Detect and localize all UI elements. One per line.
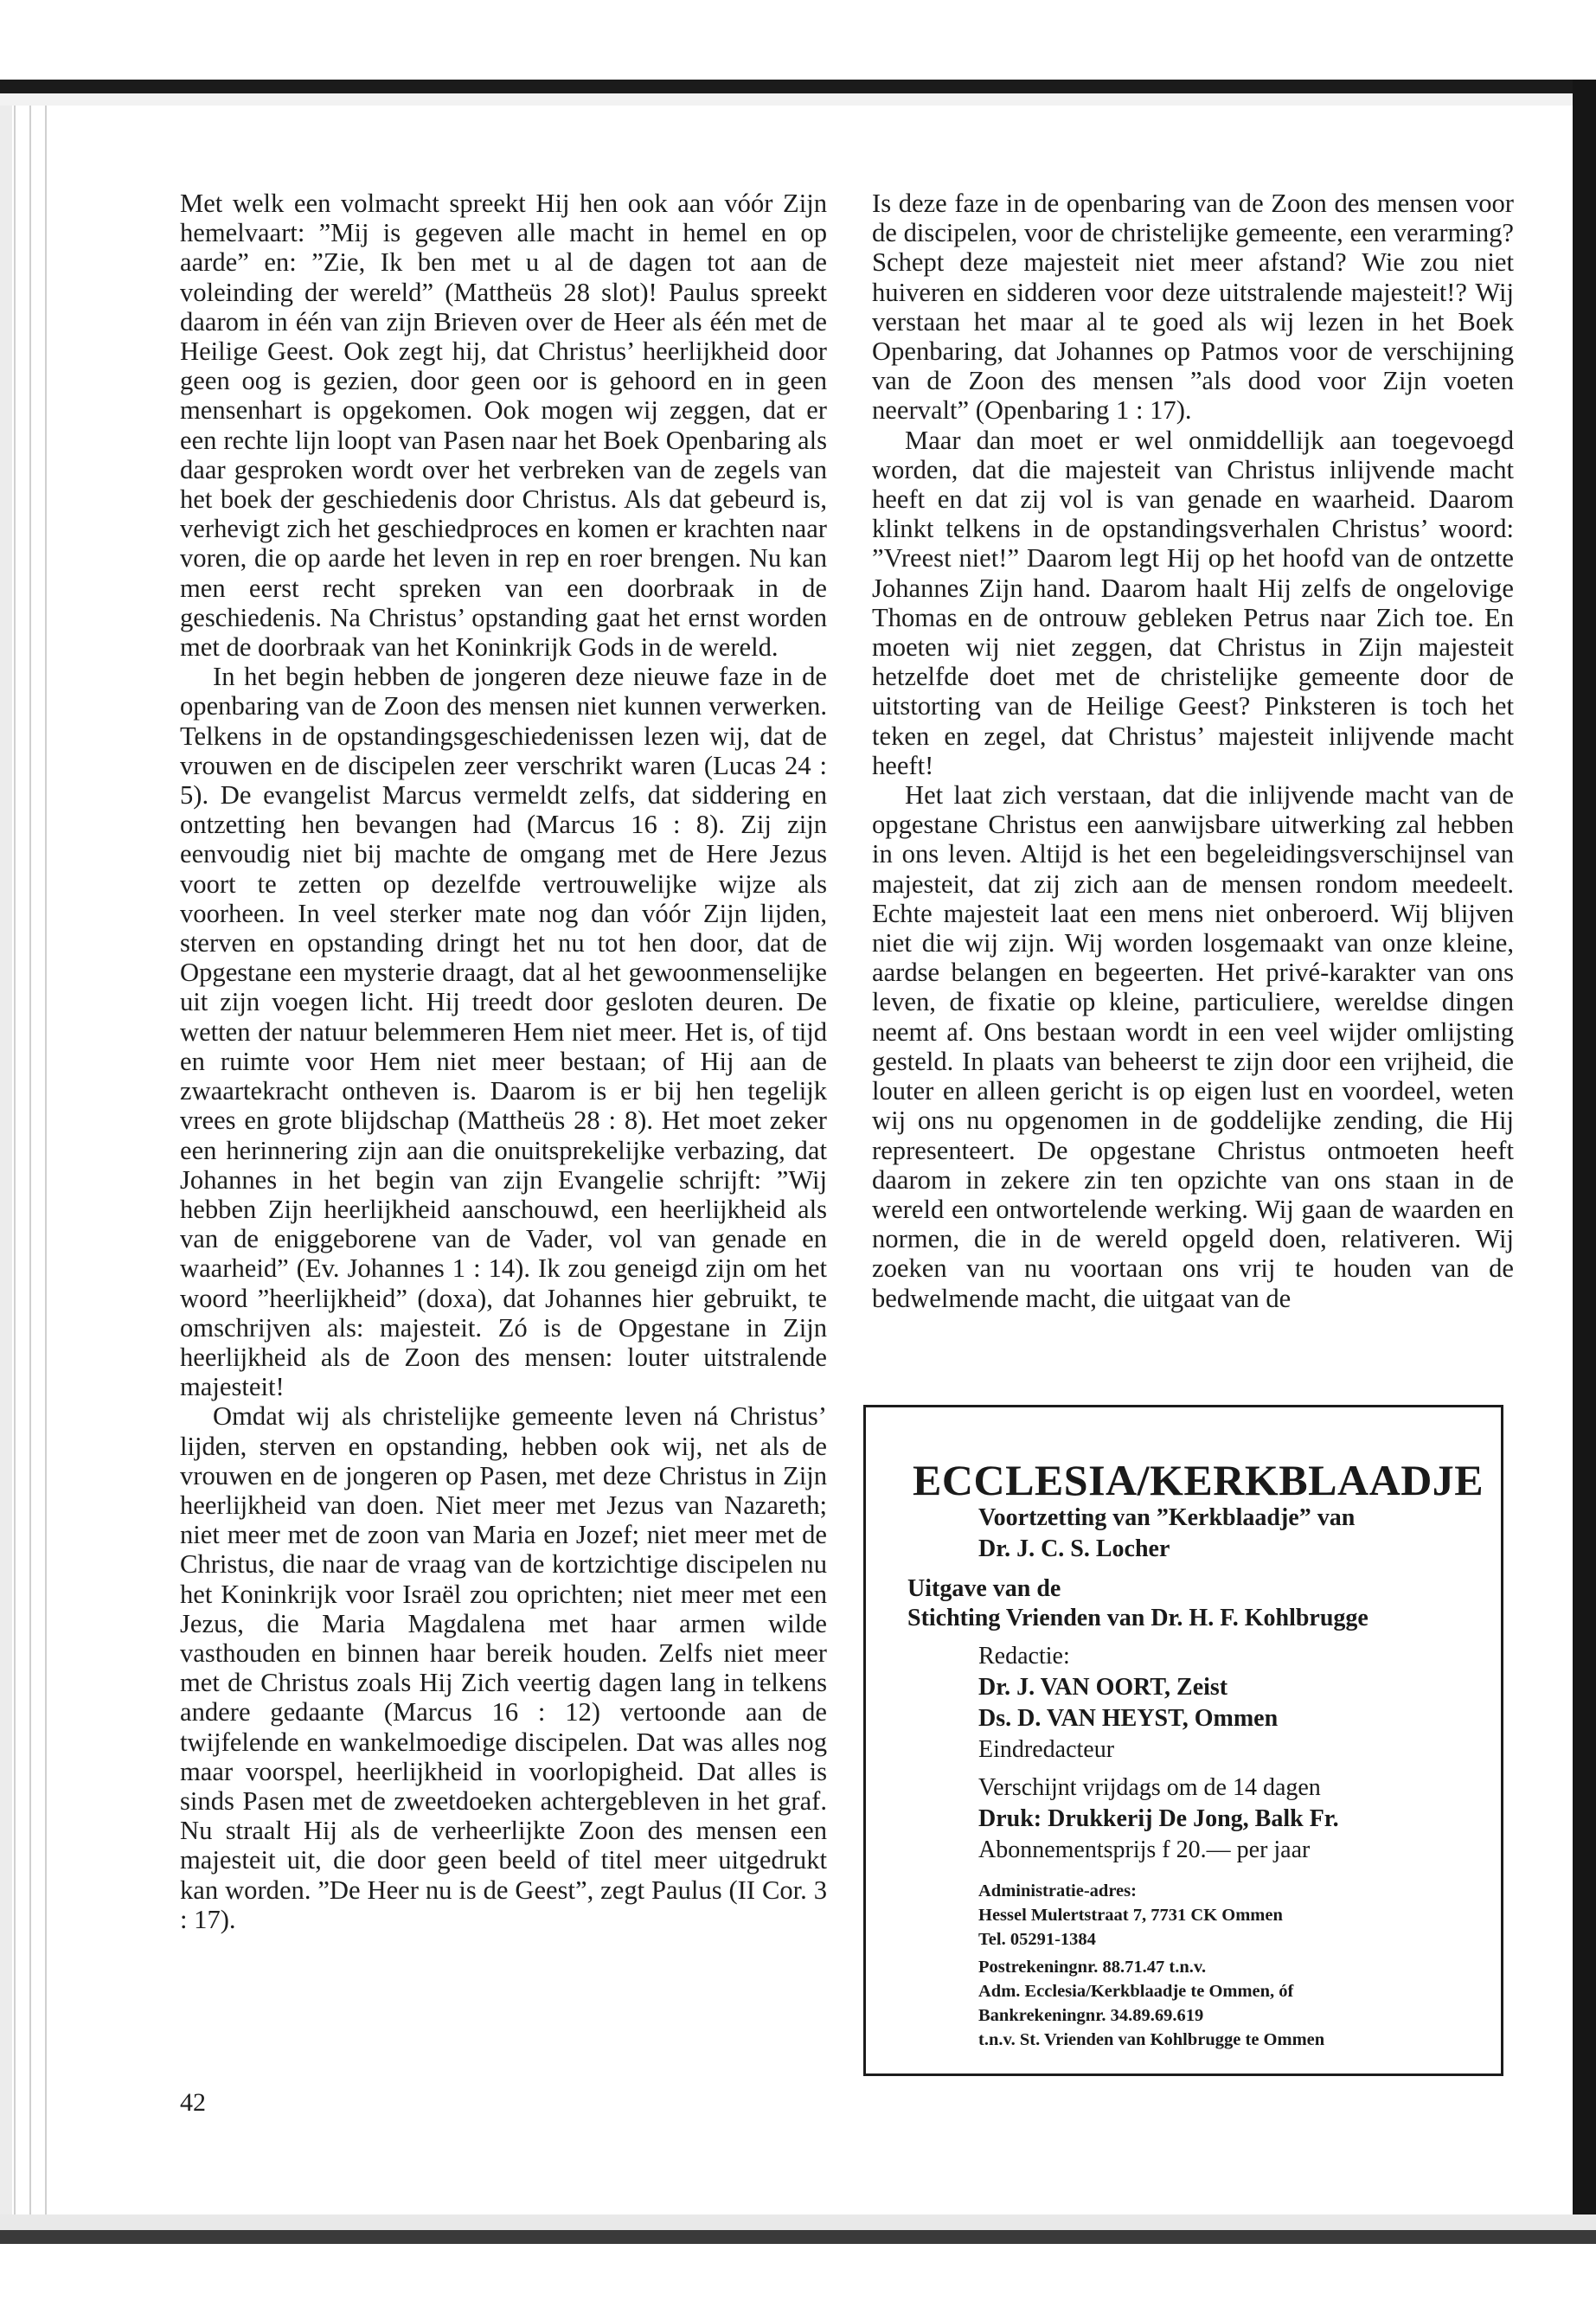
paragraph: Maar dan moet er wel onmiddellijk aan toegevoegd worden, dat die majesteit van Christus inlijvende macht heeft en dat zij vol is van genade en waarheid. Daarom klinkt telkens in de opstandingsverhalen Christus’ woord: ”Vreest niet!” Daarom legt Hij op het hoofd van de ontzette Johannes Zijn hand. Daarom haalt Hij zelfs de ongelovige Thomas en de ontrouw gebleken Petrus naar Zich toe. En moeten wij niet zeggen, dat Christus in Zijn majesteit hetzelfde doet met de christelijke gemeente door de uitstorting van de Heilige Geest? Pinksteren is toch het teken en zegel, dat Christus’ majesteit inlijvende macht heeft! xyxy=(872,425,1514,780)
paragraph: Met welk een volmacht spreekt Hij hen ook aan vóór Zijn hemelvaart: ”Mij is gegeven alle macht in hemel en op aarde” en: ”Zie, Ik ben met u al de dagen tot aan de voleinding der wereld” (Mattheüs 28 slot)! Paulus spreekt daarom in één van zijn Brieven over de Heer als één met de Heilige Geest. Ook zegt hij, dat Christus’ heerlijkheid door geen oog is gezien, door geen oor is gehoord en in geen mensenhart is opgekomen. Ook mogen wij zeggen, dat er een rechte lijn loopt van Pasen naar het Boek Openbaring als daar gesproken wordt over het verbreken van de zegels van het boek der geschiedenis door Christus. Als dat gebeurd is, verhevigt zich het geschiedproces en komen er krachten naar voren, die op aarde het leven in rep en roer brengen. Nu kan men eerst recht spreken van een doorbraak in de geschiedenis. Na Christus’ opstanding gaat het ernst worden met de doorbraak van het Koninkrijk Gods in de wereld. xyxy=(180,189,827,663)
masthead-admin-phone: Tel. 05291-1384 xyxy=(978,1930,1096,1949)
masthead-publisher-label: Uitgave van de xyxy=(907,1575,1061,1602)
paragraph: Is deze faze in de openbaring van de Zoon des mensen voor de discipelen, voor de christelijke gemeente, een verarming? Schept deze majesteit niet meer afstand? Wie zou niet huiveren en sidderen voor deze uitstralende majesteit!? Wij verstaan het maar al te goed als wij lezen in het Boek Openbaring, dat Johannes op Patmos voor de verschijning van de Zoon des mensen ”als dood voor Zijn voeten neervalt” (Openbaring 1 : 17). xyxy=(872,189,1514,426)
page-edge-line xyxy=(29,106,31,2214)
right-text-column xyxy=(872,189,1514,1313)
scan-top-margin xyxy=(0,93,1583,106)
paragraph: In het begin hebben de jongeren deze nieuwe faze in de openbaring van de Zoon des mensen niet kunnen verwerken. Telkens in de opstandingsgeschiedenissen lezen wij, dat de vrouwen en de discipelen zeer verschrikt waren (Lucas 24 : 5). De evangelist Marcus vermeldt zelfs, dat siddering en ontzetting hen bevangen had (Marcus 16 : 8). Zij zijn eenvoudig niet bij machte de omgang met de Here Jezus voort te zetten op dezelfde vertrouwelijke wijze als voorheen. In veel sterker mate nog dan vóór Zijn lijden, sterven en opstanding dringt het nu tot hen door, dat de Opgestane een mysterie draagt, dat al het gewoonmenselijke uit zijn voegen licht. Hij treedt door gesloten deuren. De wetten der natuur belemmeren Hem niet meer. Het is, of tijd en ruimte voor Hem niet meer bestaan; of Hij aan de zwaartekracht ontheven is. Daarom is er bij hen tegelijk vrees en grote blijdschap (Mattheüs 28 : 8). Het moet zeker een herinnering zijn aan die onuitsprekelijke verbazing, dat Johannes in het begin van zijn Evangelie schrijft: ”Wij hebben Zijn heerlijkheid aanschouwd, een heerlijkheid als van de eniggeborene van de Vader, vol van genade en waarheid” (Ev. Johannes 1 : 14). Ik zou geneigd zijn om het woord ”heerlijkheid” (doxa), dat Johannes hier gebruikt, te omschrijven als: majesteit. Zó is de Opgestane in Zijn heerlijkheid als de Zoon des mensen: louter uitstralende majesteit! xyxy=(180,662,827,1402)
masthead-editor: Ds. D. VAN HEYST, Ommen xyxy=(978,1705,1279,1732)
masthead-founder: Dr. J. C. S. Locher xyxy=(978,1535,1170,1562)
masthead-admin-label: Administratie-adres: xyxy=(978,1881,1137,1900)
scan-bottom-border xyxy=(0,2230,1596,2244)
masthead-editors-label: Redactie: xyxy=(978,1643,1070,1670)
masthead-continuation: Voortzetting van ”Kerkblaadje” van xyxy=(978,1504,1356,1531)
paragraph: Omdat wij als christelijke gemeente leven ná Christus’ lijden, sterven en opstanding, hebben ook wij, net als de vrouwen en de jongeren op Pasen, met deze Christus in Zijn heerlijkheid van doen. Niet meer met Jezus van Nazareth; niet meer met de zoon van Maria en Jozef; niet meer met de Christus, die naar de vraag van de kortzichtige discipelen nu het Koninkrijk voor Israël zou oprichten; niet meer met een Jezus, die Maria Magdalena met haar armen wilde vasthouden en binnen haar bereik houden. Zelfs niet meer met de Christus zoals Hij Zich veertig dagen lang in telkens andere gedaante (Marcus 16 : 12) vertoonde aan de twijfelende en wankelmoedige discipelen. Dat was alles nog maar voorspel, heerlijkheid in voorlopigheid. Dat alles is sinds Pasen met de zweetdoeken achtergebleven in het graf. Nu straalt Hij als de verheerlijkte Zoon des mensen een majesteit uit, die door geen beeld of titel meer uitgedrukt kan worden. ”De Heer nu is de Geest”, zegt Paulus (II Cor. 3 : 17). xyxy=(180,1401,827,1934)
masthead-editor-role: Eindredacteur xyxy=(978,1736,1115,1763)
masthead-frequency: Verschijnt vrijdags om de 14 dagen xyxy=(978,1774,1321,1801)
masthead-printer: Druk: Drukkerij De Jong, Balk Fr. xyxy=(978,1805,1339,1832)
masthead-adm-name: Adm. Ecclesia/Kerkblaadje te Ommen, óf xyxy=(978,1982,1294,2001)
masthead-bank-holder: t.n.v. St. Vrienden van Kohlbrugge te Ommen xyxy=(978,2030,1325,2049)
masthead-giro: Postrekeningnr. 88.71.47 t.n.v. xyxy=(978,1958,1207,1977)
page-edge-line xyxy=(45,106,47,2214)
masthead-editor: Dr. J. VAN OORT, Zeist xyxy=(978,1674,1228,1701)
masthead-admin-address: Hessel Mulertstraat 7, 7731 CK Ommen xyxy=(978,1906,1283,1925)
masthead-box xyxy=(863,1405,1503,2076)
scan-left-shadow xyxy=(0,106,12,2214)
paragraph: Het laat zich verstaan, dat die inlijvende macht van de opgestane Christus een aanwijsbare uitwerking zal hebben in ons leven. Altijd is het een begeleidingsverschijnsel van majesteit, dat zij zich aan de mensen rondom meedeelt. Echte majesteit laat een mens niet onberoerd. Wij blijven niet die wij zijn. Wij worden losgemaakt van onze kleine, aardse belangen en begeerten. Het privé-karakter van ons leven, de fixatie op kleine, particuliere, wereldse dingen neemt af. Ons bestaan wordt in een veel wijder omlijsting gesteld. In plaats van beheerst te zijn door een vrijheid, die louter en alleen gericht is op eigen lust en voordeel, weten wij ons nu opgenomen in de goddelijke zending, die Hij representeert. De opgestane Christus ontmoeten heeft daarom in zekere zin ten opzichte van ons staan in de wereld een ontwortelende werking. Wij gaan de waarden en normen, die in de wereld opgeld doen, relativeren. Wij zoeken van nu voortaan ons vrij te houden van de bedwelmende macht, die uitgaat van de xyxy=(872,780,1514,1313)
page-number: 42 xyxy=(180,2088,206,2117)
masthead-subscription: Abonnementsprijs f 20.— per jaar xyxy=(978,1836,1311,1863)
scan-bottom-margin xyxy=(0,2214,1596,2230)
masthead-title: ECCLESIA/KERKBLAADJE xyxy=(913,1456,1484,1504)
left-text-column xyxy=(180,189,827,1934)
scan-right-border xyxy=(1573,80,1596,2242)
masthead-publisher: Stichting Vrienden van Dr. H. F. Kohlbrugge xyxy=(907,1605,1368,1631)
masthead-bank: Bankrekeningnr. 34.89.69.619 xyxy=(978,2006,1204,2025)
page-edge-line xyxy=(14,106,16,2214)
